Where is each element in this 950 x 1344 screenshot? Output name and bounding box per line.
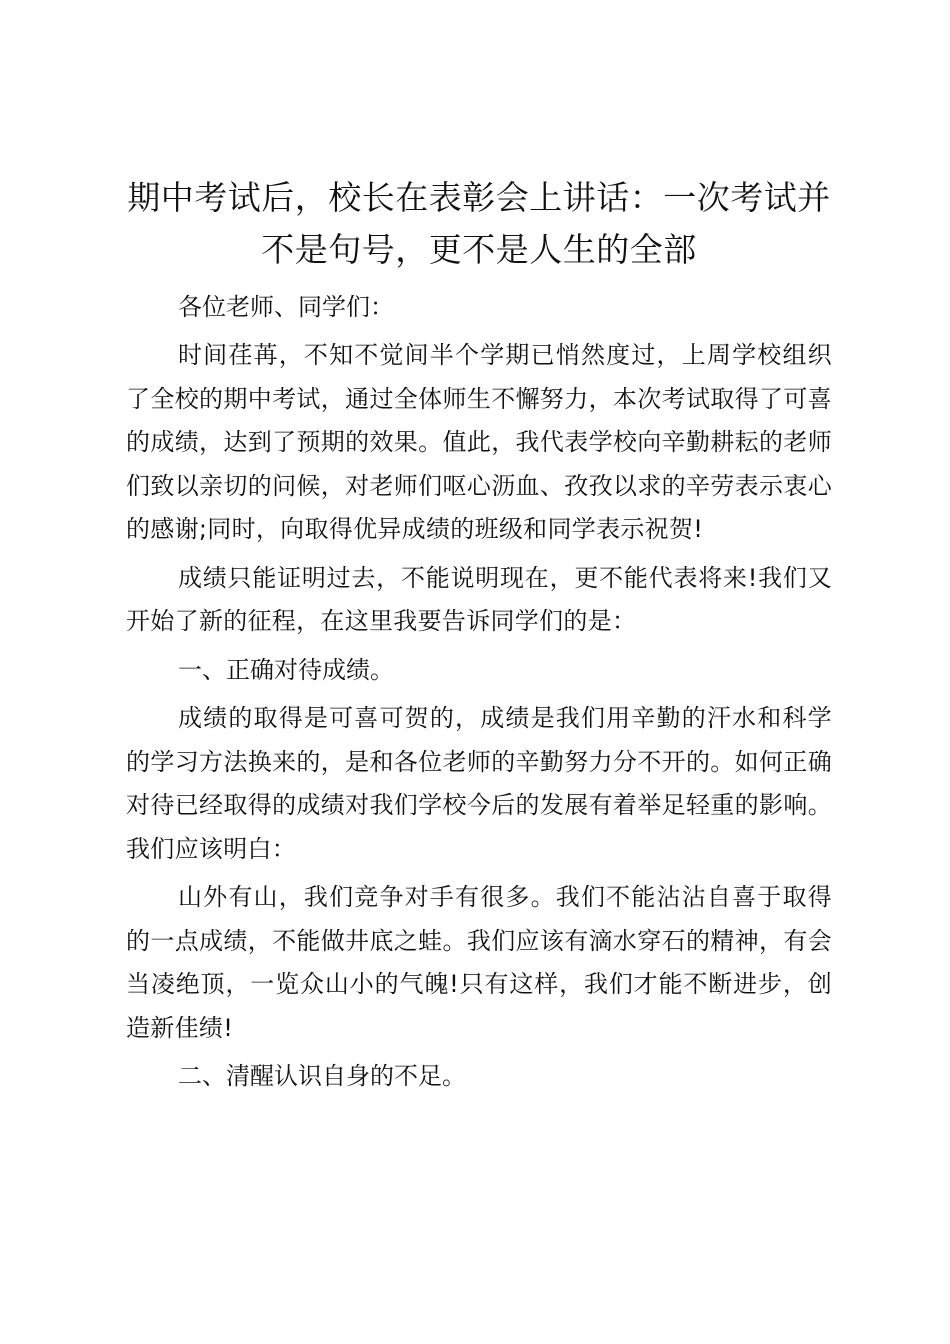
section1-paragraph-1: 成绩的取得是可喜可贺的，成绩是我们用辛勤的汗水和科学的学习方法换来的，是和各位老师的辛勤努力分不开的。如何正确对待已经取得的成绩对我们学校今后的发展有着举足轻重的影响。我们应该明白： [126,704,832,863]
section-heading-1: 一、正确对待成绩。 [178,655,394,684]
paragraph-intro: 时间荏苒，不知不觉间半个学期已悄然度过，上周学校组织了全校的期中考试，通过全体师生不懈努力，本次考试取得了可喜的成绩，达到了预期的效果。值此，我代表学校向辛勤耕耘的老师们致以亲切的问候，对老师们呕心沥血、孜孜以求的辛劳表示衷心的感谢;同时，向取得优异成绩的班级和同学表示祝贺! [126,341,832,543]
document-title: 期中考试后，校长在表彰会上讲话：一次考试并不是句号，更不是人生的全部 [127,178,831,269]
section-heading-2: 二、清醒认识自身的不足。 [178,1062,466,1090]
document-page [126,172,832,1099]
section1-paragraph-2: 山外有山，我们竞争对手有很多。我们不能沾沾自喜于取得的一点成绩，不能做井底之蛙。我们应该有滴水穿石的精神，有会当凌绝顶，一览众山小的气魄!只有这样，我们才能不断进步，创造新佳绩! [126,883,832,1042]
paragraph-transition: 成绩只能证明过去，不能说明现在，更不能代表将来!我们又开始了新的征程，在这里我要告诉同学们的是： [126,563,832,635]
salutation: 各位老师、同学们： [178,293,394,321]
